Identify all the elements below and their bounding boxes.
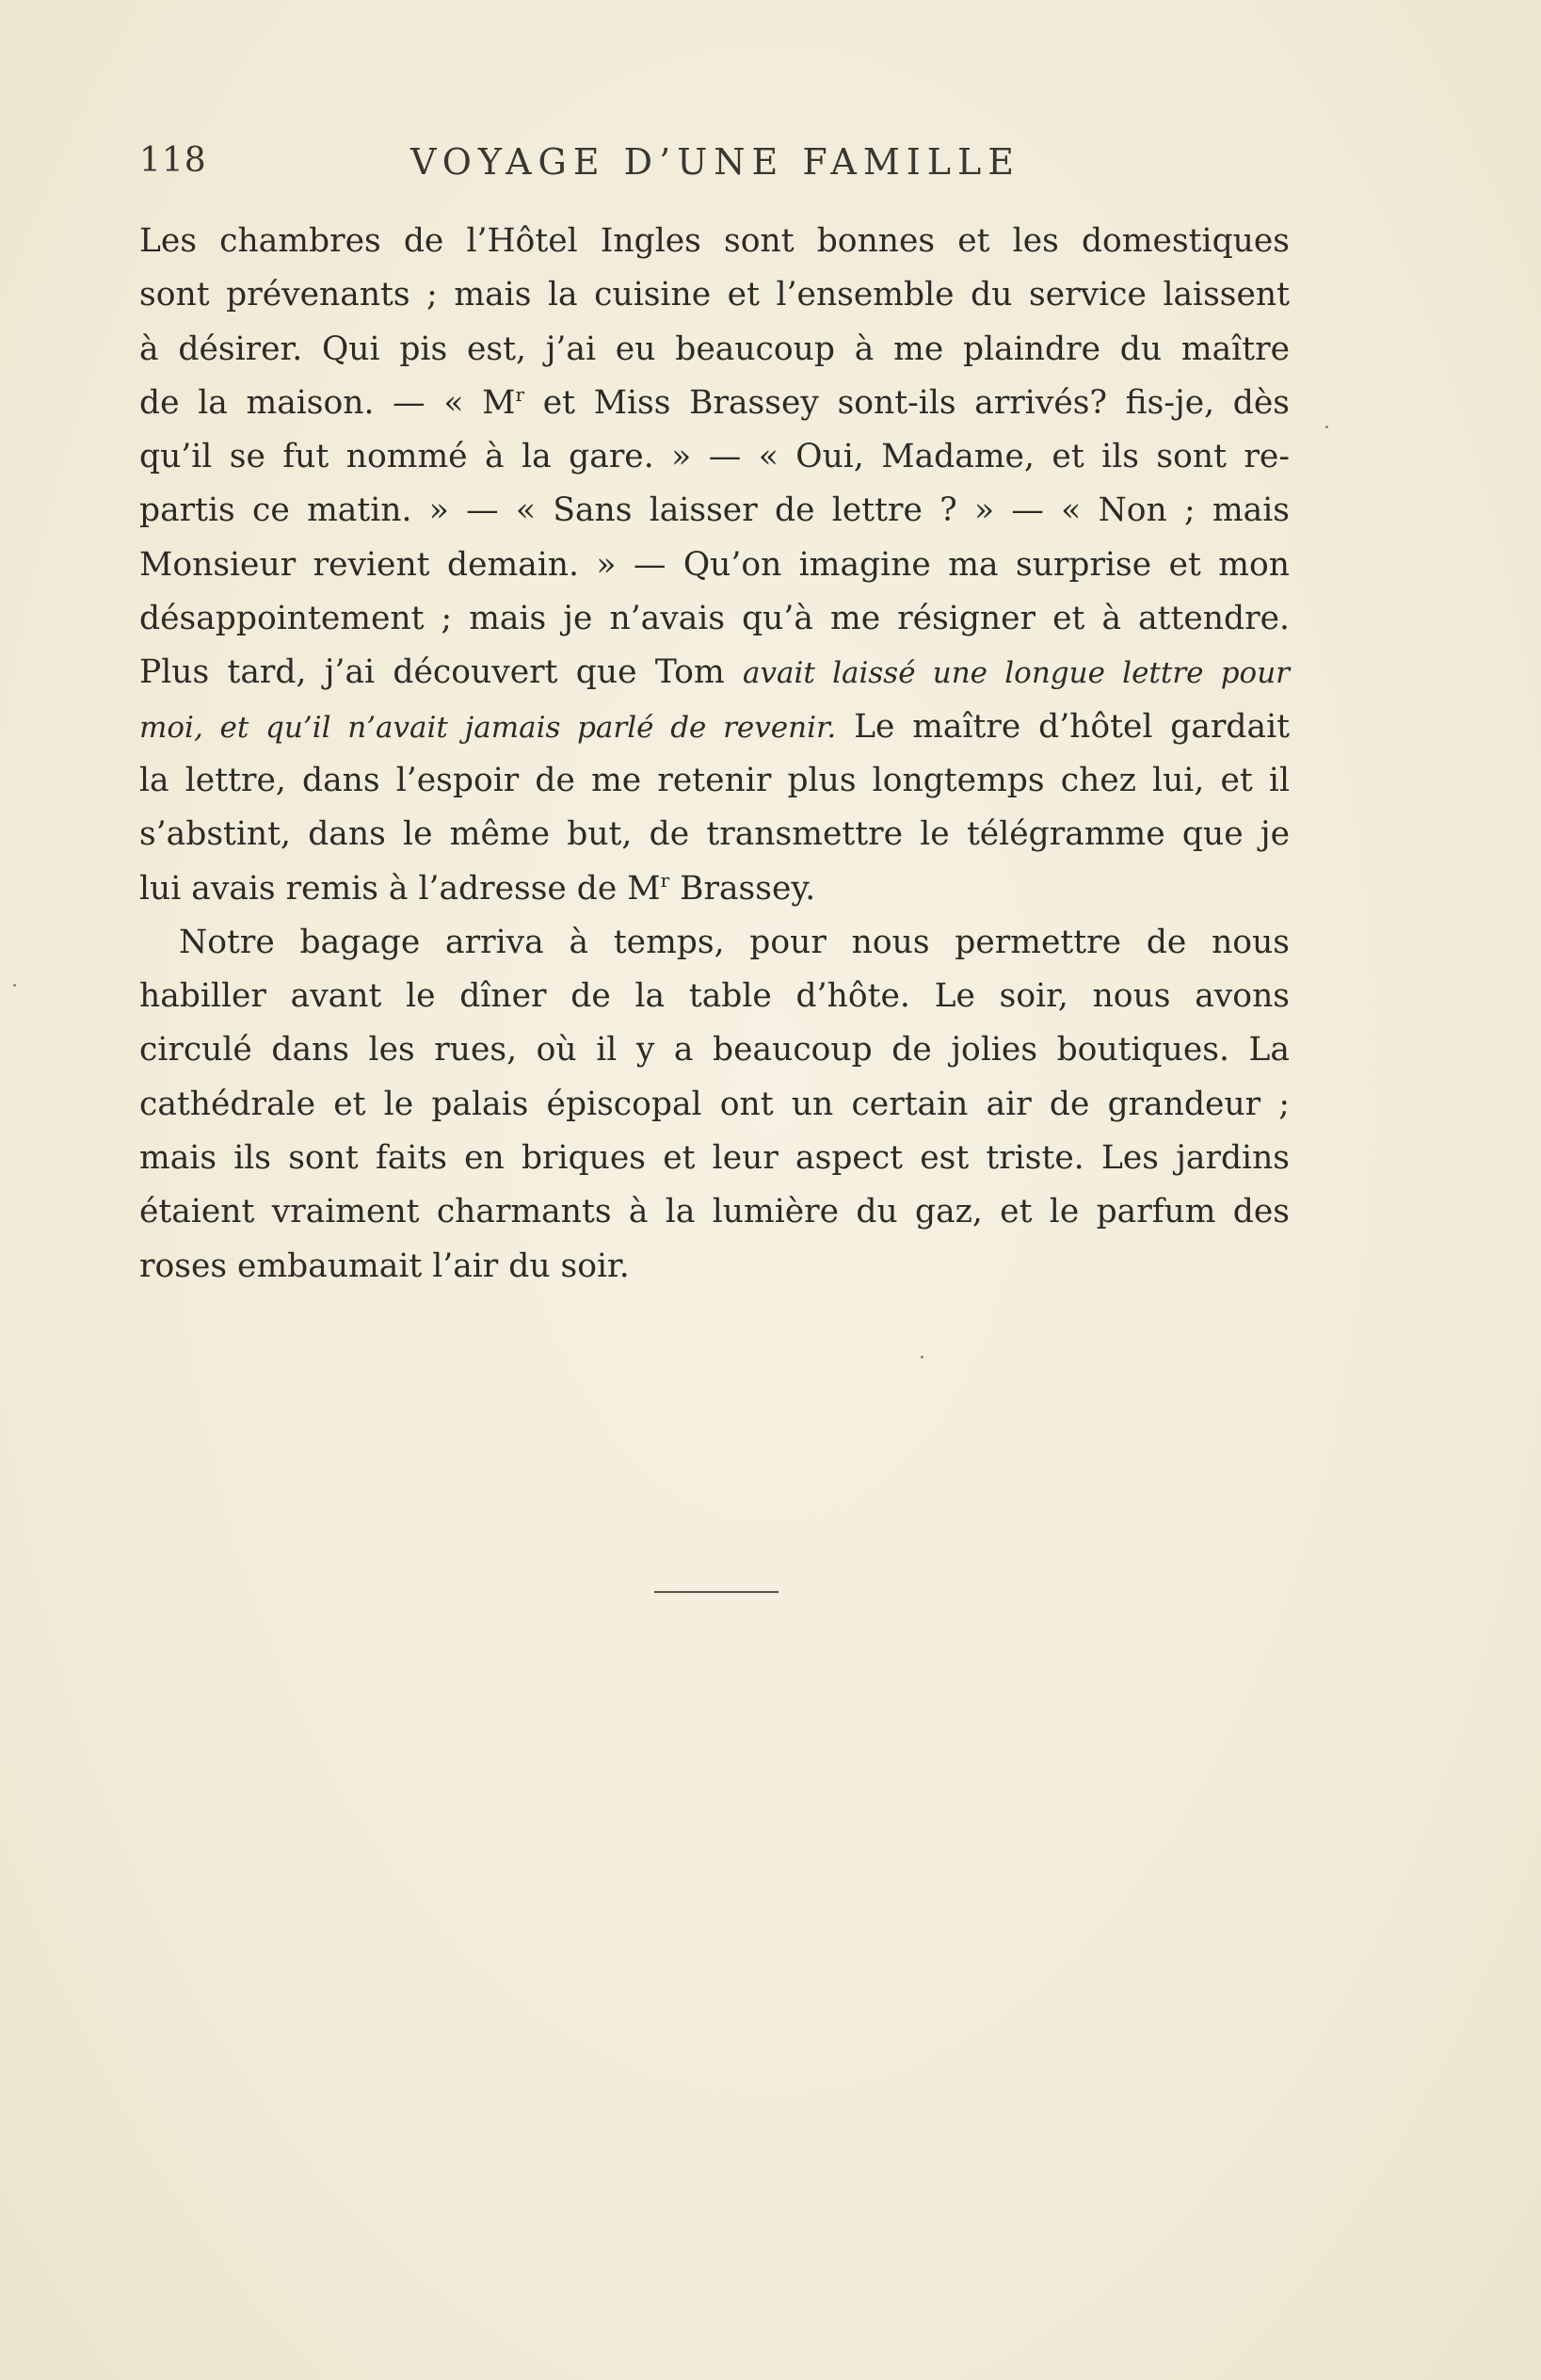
text-line: désappointement ; mais je n’avais qu’à me résigner et à attendre. <box>139 600 1290 638</box>
text-line: habiller avant le dîner de la table d’hôte. Le soir, nous avons <box>139 977 1290 1016</box>
text-line: la lettre, dans l’espoir de me retenir plus longtemps chez lui, et il <box>139 761 1290 799</box>
text-line: lui avais remis à l’adresse de $M^r$ Brassey. <box>139 868 816 908</box>
text-line: Notre bagage arriva à temps, pour nous permettre de nous <box>179 923 1290 961</box>
text-line: roses embaumait l’air du soir. <box>139 1246 630 1285</box>
text-line: qu’il se fut nommé à la gare. » — « Oui, Madame, et ils sont re- <box>139 438 1290 476</box>
paper-speck <box>1325 426 1328 428</box>
text-line: Plus tard, j’ai découvert que Tom avait laissé une longue lettre pour <box>139 653 1290 692</box>
text-line: sont prévenants ; mais la cuisine et l’ensemble du service laissent <box>139 276 1290 314</box>
text-line: circulé dans les rues, où il y a beaucoup de jolies boutiques. La <box>139 1031 1290 1069</box>
paper-speck <box>13 984 16 987</box>
running-title: VOYAGE D’UNE FAMILLE <box>410 141 1020 183</box>
text-line: moi, et qu’il n’avait jamais parlé de revenir. Le maître d’hôtel gardait <box>139 707 1290 746</box>
text-line: à désirer. Qui pis est, j’ai eu beaucoup à me plaindre du maître <box>139 330 1290 368</box>
body-text <box>139 215 1290 1294</box>
text-line: partis ce matin. » — « Sans laisser de lettre ? » — « Non ; mais <box>139 491 1290 530</box>
page-number: 118 <box>139 141 207 180</box>
text-line: cathédrale et le palais épiscopal ont un certain air de grandeur ; <box>139 1085 1290 1123</box>
text-line: s’abstint, dans le même but, de transmettre le télégramme que je <box>139 815 1290 854</box>
text-line: de la maison. — « $M^r$ et Miss Brassey sont-ils arrivés? fis-je, dès <box>139 382 1290 422</box>
paper-speck <box>921 1356 923 1359</box>
end-rule <box>654 1591 779 1593</box>
running-head <box>139 141 1288 188</box>
text-line: Les chambres de l’Hôtel Ingles sont bonnes et les domestiques <box>139 222 1290 260</box>
text-line: étaient vraiment charmants à la lumière du gaz, et le parfum des <box>139 1193 1290 1231</box>
text-line: mais ils sont faits en briques et leur aspect est triste. Les jardins <box>139 1139 1290 1178</box>
text-line: Monsieur revient demain. » — Qu’on imagine ma surprise et mon <box>139 545 1290 584</box>
